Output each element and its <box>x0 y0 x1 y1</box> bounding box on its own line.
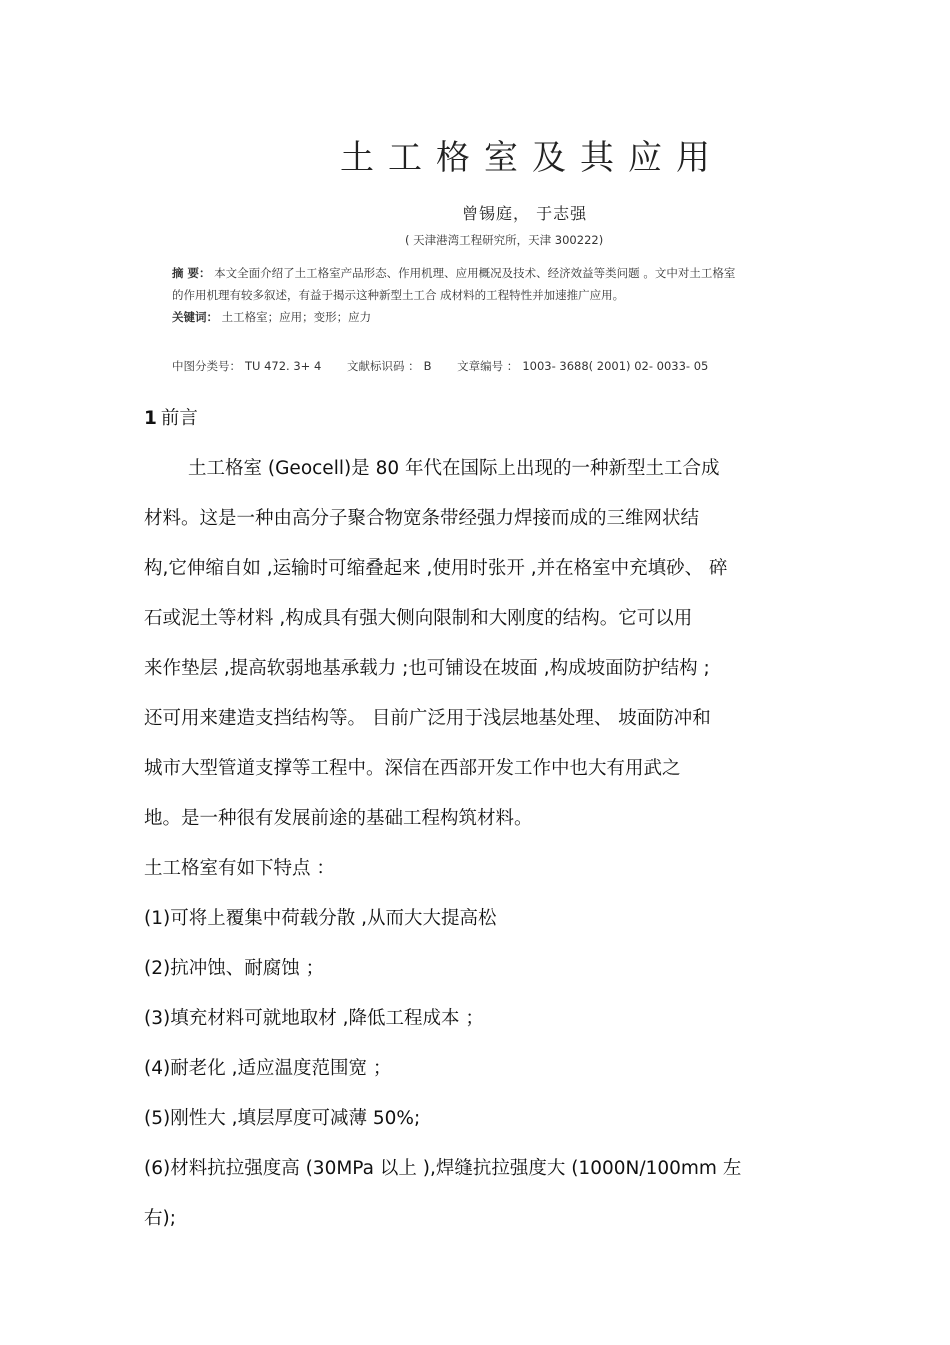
paragraph-line: 土工格室 (Geocell)是 80 年代在国际上出现的一种新型土工合成 <box>188 458 720 479</box>
classification-line <box>172 358 792 374</box>
article-number-value: 1003- 3688( 2001) 02- 0033- 05 <box>522 359 709 373</box>
paragraph-line: 地。是一种很有发展前途的基础工程构筑材料。 <box>144 808 533 829</box>
paragraph-line: 城市大型管道支撑等工程中。深信在西部开发工作中也大有用武之 <box>144 758 681 779</box>
features-intro: 土工格室有如下特点 ： <box>144 858 335 879</box>
body-text <box>144 404 814 1254</box>
author-affiliation: ( 天津港湾工程研究所，天津 300222) <box>405 233 604 247</box>
paragraph-line: 材料。这是一种由高分子聚合物宽条带经强力焊接而成的三维网状结 <box>144 508 700 529</box>
feature-item: 右); <box>144 1208 176 1229</box>
abstract-text-2: 的作用机理有较多叙述，有益于揭示这种新型土工合 成材料的工程特性并加速推广应用。 <box>172 288 625 302</box>
feature-item: (4)耐老化 ,适应温度范围宽 ； <box>144 1058 392 1079</box>
feature-item: (6)材料抗拉强度高 (30MPa 以上 ),焊缝抗拉强度大 (1000N/100mm 左 <box>144 1158 742 1179</box>
paragraph-line: 还可用来建造支挡结构等。 目前广泛用于浅层地基处理、 坡面防冲和 <box>144 708 711 729</box>
feature-item: (3)填充材料可就地取材 ,降低工程成本 ； <box>144 1008 484 1029</box>
doc-code-value: B <box>423 359 432 373</box>
paragraph-line: 构,它伸缩自如 ,运输时可缩叠起来 ,使用时张开 ,并在格室中充填砂、 碎 <box>144 558 728 579</box>
clc-value: TU 472. 3+ 4 <box>245 359 322 373</box>
article-number-label: 文章编号 ： <box>457 359 519 373</box>
section-number: 1 <box>144 408 157 429</box>
author-names: 曾锡庭， 于志强 <box>462 204 588 223</box>
doc-code-label: 文献标识码 ： <box>346 359 420 373</box>
feature-item: (5)刚性大 ,填层厚度可减薄 50%; <box>144 1108 421 1129</box>
section-heading <box>144 404 814 454</box>
abstract-line-1 <box>172 262 892 284</box>
keywords-line <box>172 306 892 328</box>
paragraph-line: 来作垫层 ,提高软弱地基承载力 ;也可铺设在坡面 ,构成坡面防护结构 ; <box>144 658 710 679</box>
keywords-text: 土工格室；应用；变形；应力 <box>221 310 372 324</box>
abstract-block <box>172 262 892 328</box>
feature-item: (1)可将上覆集中荷载分散 ,从而大大提高松 <box>144 908 497 929</box>
paragraph-line: 石或泥土等材料 ,构成具有强大侧向限制和大刚度的结构。它可以用 <box>144 608 693 629</box>
abstract-text-1: 本文全面介绍了土工格室产品形态、作用机理、应用概况及技术、经济效益等类问题 。文中对土工格室 <box>214 266 736 280</box>
abstract-label: 摘 要： <box>172 266 211 280</box>
section-title: 前言 <box>160 408 198 429</box>
keywords-label: 关键词： <box>172 310 218 324</box>
feature-item: (2)抗冲蚀、耐腐蚀 ； <box>144 958 325 979</box>
abstract-line-2 <box>172 284 892 306</box>
paper-title: 土工格室及其应用 <box>340 138 724 178</box>
clc-label: 中图分类号： <box>172 359 241 373</box>
